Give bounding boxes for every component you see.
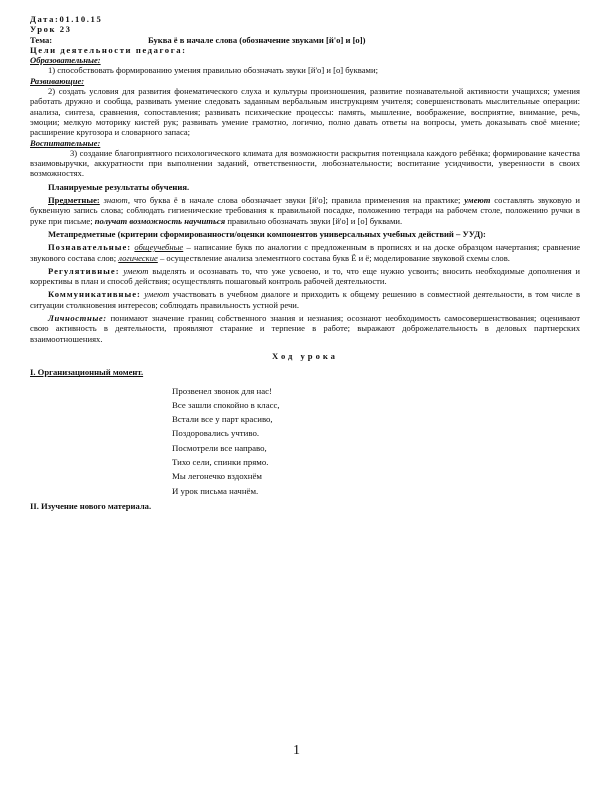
poem-line: Посмотрели все направо,: [172, 442, 267, 453]
topic-row: [30, 35, 580, 45]
document-page: [30, 14, 580, 511]
poem-line: Прозвенел звонок для нас!: [172, 385, 272, 396]
subject-results: [30, 195, 580, 226]
personal-text: понимают значение границ собственного знания и незнания; осознают необходимость самосовершенствования; оценивают свою активность в деятельности, проявляют старание и терпение в работе; выражают доброжелательность в деловых партнерских взаимоотношениях.: [30, 313, 580, 344]
regulative-results: [30, 266, 580, 287]
poem-line: Все зашли спокойно в класс,: [172, 399, 280, 410]
subject-text-2: составлять звуковую и буквенную запись слова; соблюдать гигиенические требования к правильной посадке, положению тетради на рабочем столе, положению ручки в руке при письме;: [30, 195, 581, 226]
regulative-can: умеют: [123, 265, 149, 276]
communicative-can: умеют: [144, 289, 170, 300]
regulative-label: Регулятивные:: [48, 265, 120, 276]
subject-text-1: что буква ё в начале слова обозначает звуки [й'о]; правила применения на практике;: [133, 195, 461, 206]
communicative-text: участвовать в учебном диалоге и приходить к общему решению в совместной деятельности, в том числе в ситуации столкновения интересов; соблюдать правильность устной речи.: [30, 289, 581, 310]
subject-know: знают,: [103, 195, 131, 206]
goals-heading: Цели деятельности педагога:: [30, 44, 187, 55]
personal-results: [30, 313, 580, 344]
cognitive-text-1: – написание букв по аналогии с предложенным в прописях и на доске образцом начертания; сравнение звукового состава слов;: [30, 242, 581, 263]
subject-label: Предметные:: [48, 195, 100, 206]
subject-text-3: правильно обозначать звуки [й'о] и [о] буквами.: [227, 215, 403, 226]
greeting-poem: [172, 384, 580, 498]
cognitive-logical: логические: [118, 252, 158, 263]
subject-will: получат возможность научиться: [94, 215, 226, 226]
poem-line: И урок письма начнём.: [172, 485, 259, 496]
communicative-label: Коммуникативные:: [48, 289, 141, 300]
developing-label: Развивающие:: [30, 75, 85, 86]
page-number: 1: [293, 743, 300, 758]
communicative-results: [30, 289, 580, 310]
educational-label: Образовательные:: [30, 55, 101, 66]
stage-2-heading: II. Изучение нового материала.: [30, 500, 152, 511]
results-heading: Планируемые результаты обучения.: [48, 181, 190, 192]
topic-label: Тема:: [30, 34, 53, 45]
cognitive-label: Познавательные:: [48, 242, 132, 253]
stage-1-heading: I. Организационный момент.: [30, 367, 144, 378]
educational-item: 1) способствовать формированию умения правильно обозначать звуки [й'о] и [о] буквами;: [48, 65, 378, 76]
cognitive-text-2: – осуществление анализа элементного состава букв Ё и ё; моделирование звуковой схемы слов.: [159, 252, 510, 263]
meta-heading: Метапредметные (критерии сформированности/оценки компонентов универсальных учебных действий – УУД):: [48, 228, 486, 239]
upbringing-label: Воспитательные:: [30, 137, 101, 148]
poem-line: Тихо сели, спинки прямо.: [172, 456, 269, 467]
lesson-heading: Ход урока: [272, 350, 338, 361]
poem-line: Поздоровались учтиво.: [172, 428, 260, 439]
poem-line: Встали все у парт красиво,: [172, 414, 273, 425]
developing-item: 2) создать условия для развития фонематического слуха и культуры произношения, развитие познавательной активности учащихся; умения работать дружно и сообща, развивать умение следовать заданным вербальным инструкциям учителя; совершенствовать мыслительные операции: анализа, синтеза, сравнения, сопоставления; развивать психические процессы: память, мышление, воображение, восприятие, внимание, речь, эмоции; мелкую моторику кистей рук; развивать умение грамотно, логично, полно давать ответы на вопросы, уметь доказывать своё мнение; расширение кругозора и словарного запаса;: [30, 86, 580, 138]
lesson-line: Урок 23: [30, 24, 72, 35]
date-line: Дата:01.10.15: [30, 14, 103, 24]
personal-label: Личностные:: [48, 313, 107, 324]
subject-can: умеют: [464, 195, 491, 206]
poem-line: Мы легонечко вздохнём: [172, 471, 262, 482]
regulative-text: выделять и осознавать то, что уже усвоено, и то, что еще нужно усвоить; вносить необходимые дополнения и коррективы в план и способ действия; осуществлять пошаговый контроль рабочей деятельности.: [30, 265, 580, 287]
cognitive-results: [30, 242, 580, 263]
cognitive-general: общеучебные: [134, 242, 184, 253]
topic-value: Буква ё в начале слова (обозначение звуками [й'о] и [о]): [148, 34, 366, 45]
upbringing-item: 3) создание благоприятного психологического климата для возможности раскрытия потенциала каждого ребёнка; формирование качества взаимовыручки, аккуратности при выполнении заданий, ответственности, любознательности; воспитание усидчивости, уверенности в своих возможностях.: [30, 147, 580, 179]
